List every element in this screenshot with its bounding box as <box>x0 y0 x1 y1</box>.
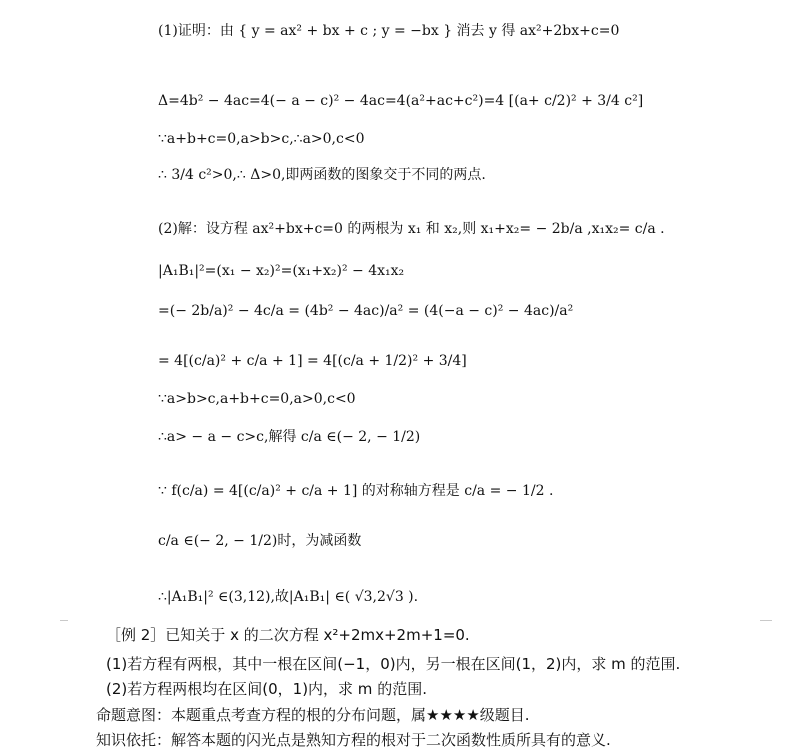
part2-line-1: |A₁B₁|²=(x₁ − x₂)²=(x₁+x₂)² − 4x₁x₂ <box>158 263 405 279</box>
example-question-1: (1)若方程有两根，其中一根在区间(−1，0)内，另一根在区间(1，2)内，求 m 的范围. <box>106 655 681 673</box>
part2-line-8: ∴|A₁B₁|² ∈(3,12),故|A₁B₁| ∈( √3,2√3 ). <box>158 589 419 605</box>
part2-line-2: =(− 2b/a)² − 4c/a = (4b² − 4ac)/a² = (4(−a − c)² − 4ac)/a² <box>158 303 574 319</box>
part2-line-6: ∵ f(c/a) = 4[(c/a)² + c/a + 1] 的对称轴方程是 c/a = − 1/2 . <box>158 483 554 499</box>
part2-intro: (2)解：设方程 ax²+bx+c=0 的两根为 x₁ 和 x₂,则 x₁+x₂= − 2b/a ,x₁x₂= c/a . <box>158 221 665 237</box>
part1-condition: ∵a+b+c=0,a>b>c,∴a>0,c<0 <box>158 131 365 147</box>
part2-line-5: ∴a> − a − c>c,解得 c/a ∈(− 2, − 1/2) <box>158 429 421 445</box>
example-question-2: (2)若方程两根均在区间(0，1)内，求 m 的范围. <box>106 680 427 698</box>
part2-line-3: = 4[(c/a)² + c/a + 1] = 4[(c/a + 1/2)² + 3/4] <box>158 353 467 369</box>
part1-conclusion: ∴ 3/4 c²>0,∴ Δ>0,即两函数的图象交于不同的两点. <box>158 167 486 183</box>
part1-intro: (1)证明：由 { y = ax² + bx + c ; y = −bx } 消去 y 得 ax²+2bx+c=0 <box>158 23 620 39</box>
part2-line-7: c/a ∈(− 2, − 1/2)时，为减函数 <box>158 533 362 549</box>
example-basis: 知识依托：解答本题的闪光点是熟知方程的根对于二次函数性质所具有的意义. <box>96 731 611 749</box>
part2-line-4: ∵a>b>c,a+b+c=0,a>0,c<0 <box>158 391 356 407</box>
margin-mark-right <box>760 620 772 621</box>
example-title: ［例 2］已知关于 x 的二次方程 x²+2mx+2m+1=0. <box>106 626 470 644</box>
example-intent: 命题意图：本题重点考查方程的根的分布问题，属★★★★级题目. <box>96 706 530 724</box>
part1-delta: Δ=4b² − 4ac=4(− a − c)² − 4ac=4(a²+ac+c²)=4 [(a+ c/2)² + 3/4 c²] <box>158 93 644 109</box>
margin-mark-left <box>60 620 68 621</box>
